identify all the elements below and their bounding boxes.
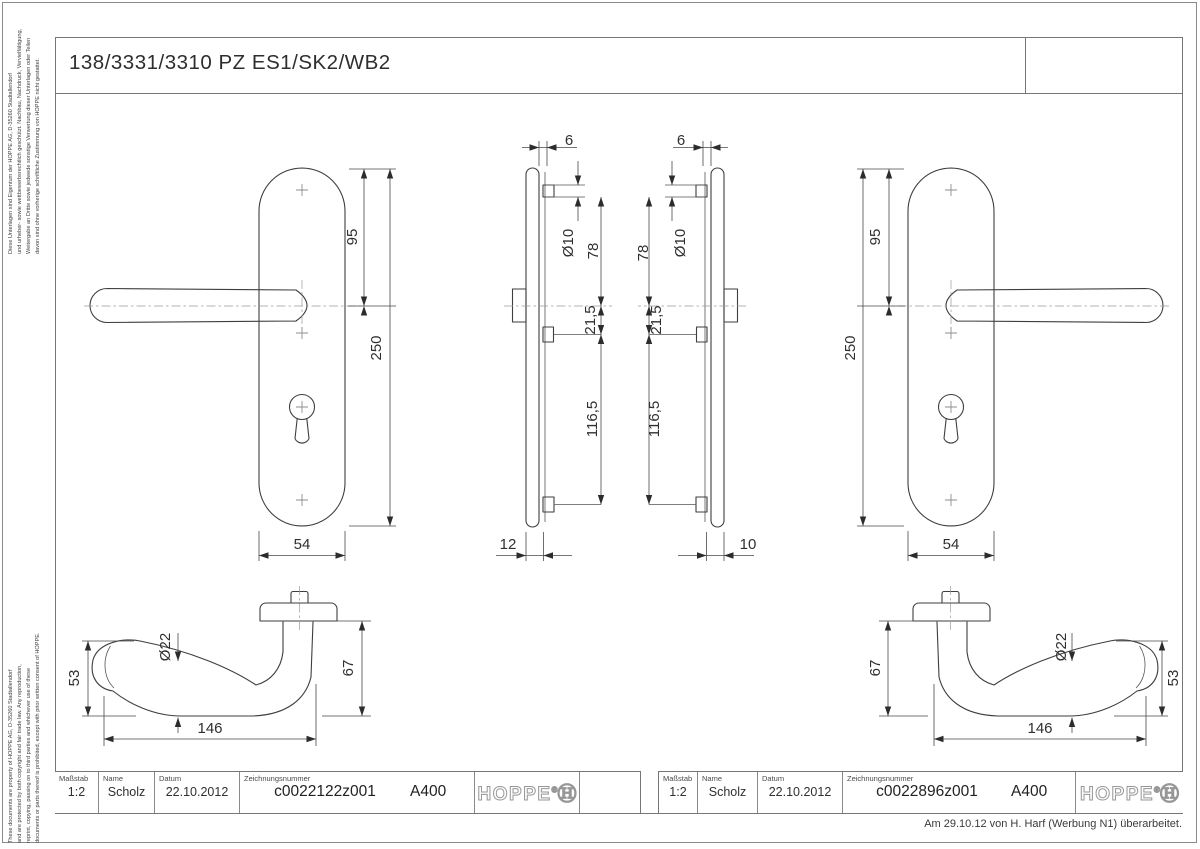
lever-view-left — [82, 586, 371, 746]
drawing-number-value: c0022896z001 — [876, 783, 978, 800]
dim-d22-lever-right: Ø22 — [1052, 632, 1070, 662]
dim-116-5-profile-left: 116,5 — [583, 400, 601, 438]
dim-78-profile-right: 78 — [634, 244, 652, 262]
name-value: Scholz — [708, 785, 747, 799]
scale-label: Maßstab — [59, 774, 89, 783]
dim-54-right: 54 — [942, 536, 960, 553]
registered-mark: ® — [1154, 785, 1160, 795]
dim-6-profile-right: 6 — [676, 132, 686, 149]
dim-53-lever-left: 53 — [65, 669, 83, 687]
dim-250-left: 250 — [367, 335, 385, 361]
title-block-right — [658, 771, 1183, 813]
dim-250-right: 250 — [841, 335, 859, 361]
dim-95-right: 95 — [866, 228, 884, 246]
margin-note-english-line: reprint, copying, passing on to third parties and whichever use of these — [26, 667, 33, 843]
margin-note-german-line: Diese Unterlagen sind Eigentum der HOPPE AG, D-35260 Stadtallendorf — [8, 73, 14, 254]
brand-cell — [475, 772, 580, 813]
side-profile-left — [496, 141, 612, 561]
date-cell — [155, 772, 240, 813]
margin-note-german-line: Weitergabe an Dritte sowie jedwede sonstige Verwertung dieser Unterlagen oder Teilen — [26, 37, 33, 254]
date-label: Datum — [159, 774, 182, 783]
margin-note-english-line: and are protected by both copyright and fair trade law. Any reproduction, — [17, 664, 24, 843]
name-label: Name — [702, 774, 723, 783]
drawing-number-value: c0022122z001 — [274, 783, 376, 800]
margin-note-english-line: These documents are property of HOPPE AG, D-35260 Stadtallendorf — [8, 669, 14, 843]
name-label: Name — [103, 774, 124, 783]
dim-d10-profile-right: Ø10 — [671, 228, 689, 258]
dim-78-profile-left: 78 — [584, 242, 602, 260]
drawing-number-label: Zeichnungsnummer — [244, 774, 311, 783]
front-view-left — [84, 168, 396, 561]
dim-10-profile-right: 10 — [739, 536, 757, 553]
format-code: A400 — [410, 783, 447, 800]
format-code: A400 — [1011, 783, 1048, 800]
scale-cell — [55, 772, 99, 813]
dim-6-profile-left: 6 — [564, 132, 574, 149]
hoppe-handle-icon: Ⓗ — [1159, 784, 1179, 805]
dim-12-profile-left: 12 — [499, 536, 517, 553]
dim-67-lever-left: 67 — [339, 659, 357, 677]
page-title: 138/3331/3310 PZ ES1/SK2/WB2 — [69, 51, 391, 74]
empty-cell — [580, 772, 640, 813]
name-value: Scholz — [107, 785, 146, 799]
drawing-number-cell — [240, 772, 475, 813]
name-cell — [698, 772, 758, 813]
dim-116-5-profile-right: 116,5 — [645, 400, 663, 438]
scale-value: 1:2 — [67, 785, 86, 799]
dim-54-left: 54 — [293, 536, 311, 553]
revision-note: Am 29.10.12 von H. Harf (Werbung N1) überarbeitet. — [924, 818, 1182, 830]
date-value: 22.10.2012 — [165, 785, 229, 799]
date-label: Datum — [762, 774, 785, 783]
scale-label: Maßstab — [663, 774, 693, 783]
scale-value: 1:2 — [669, 785, 687, 799]
date-value: 22.10.2012 — [768, 785, 832, 799]
dim-67-lever-right: 67 — [866, 659, 884, 677]
brand-cell — [1076, 772, 1183, 813]
margin-note-german-line: und urheber- sowie wettbewerbsrechtlich geschützt. Nachbau, Nachdruck, Vervielfältigung, — [17, 28, 24, 254]
dim-d22-lever-left: Ø22 — [156, 632, 174, 662]
front-view-right — [857, 168, 1169, 561]
dim-21-5-profile-left: 21,5 — [581, 305, 599, 335]
dim-95-left: 95 — [343, 228, 361, 246]
margin-note-german-line: davon sind ohne vorherige schriftliche Zustimmung von HOPPE nicht gestattet. — [35, 58, 42, 254]
dim-146-lever-right: 146 — [1027, 720, 1053, 737]
lever-view-right — [879, 586, 1168, 746]
hoppe-logo — [1080, 779, 1179, 806]
dim-53-lever-right: 53 — [1164, 669, 1182, 687]
dim-d10-profile-left: Ø10 — [559, 228, 577, 258]
name-cell — [99, 772, 155, 813]
hoppe-logo-text: HOPPE — [477, 784, 552, 805]
dim-146-lever-left: 146 — [197, 720, 223, 737]
hoppe-logo — [478, 779, 577, 806]
dim-21-5-profile-right: 21,5 — [647, 305, 665, 335]
side-profile-right — [638, 141, 754, 561]
margin-note-english-line: documents or parts thereof is prohibited, except with prior written consent of HOPPE. — [35, 632, 42, 843]
registered-mark: ® — [551, 785, 558, 795]
drawing-number-cell — [843, 772, 1076, 813]
drawing-number-label: Zeichnungsnummer — [847, 774, 914, 783]
scale-cell — [659, 772, 698, 813]
title-block-left — [55, 771, 641, 813]
hoppe-handle-icon: Ⓗ — [557, 784, 577, 805]
date-cell — [758, 772, 843, 813]
hoppe-logo-text: HOPPE — [1080, 784, 1155, 805]
